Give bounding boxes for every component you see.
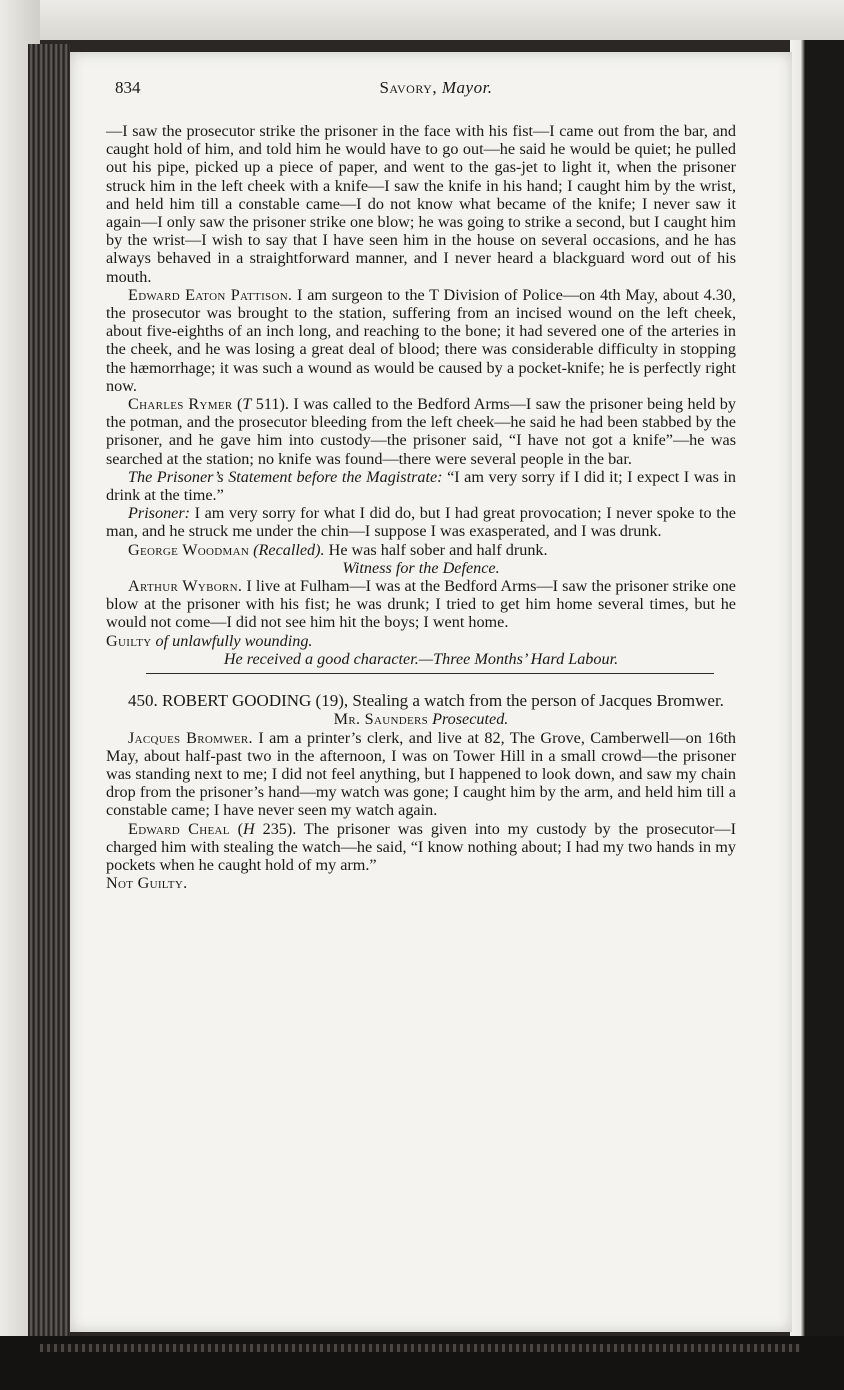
recalled-note: (Recalled). — [249, 540, 325, 559]
witness-name: Arthur Wyborn. — [128, 577, 243, 596]
page-number: 834 — [115, 78, 141, 97]
witness-name: Edward Cheal — [128, 819, 230, 838]
defendant-name: ROBERT GOODING (19), — [157, 691, 349, 711]
badge-number: 511). — [251, 395, 289, 414]
page-header — [115, 78, 757, 102]
witness-text: The prisoner was given into my custody by the prosecutor—I charged him with stealing the watch—he said, “I know nothing about; I had my two hands in my pockets when he caught hold of my arm.” — [106, 819, 736, 874]
sentence: He received a good character.—Three Months’ Hard Labour. — [223, 649, 619, 668]
book-right-edge — [790, 40, 844, 1340]
witness-wyborn — [106, 577, 736, 632]
witness-recalled — [106, 541, 736, 559]
scan-background-top — [0, 0, 844, 40]
prosecution-counsel: Mr. Saunders — [333, 710, 429, 729]
book-binding — [28, 44, 70, 1336]
witness-name: Edward Eaton Pattison. — [128, 285, 293, 304]
badge-number: 235). — [254, 819, 297, 838]
witness-rymer — [106, 395, 736, 468]
witness-text: He was half sober and half drunk. — [324, 540, 548, 559]
case-number: 450. — [128, 691, 158, 711]
witness-name: George Woodman — [128, 540, 250, 559]
witness-pattison — [106, 286, 736, 395]
prisoner-statement — [106, 504, 736, 540]
running-head — [115, 78, 757, 98]
statement-text: “I am very sorry if I did it; I expect I was in drink at the time.” — [106, 467, 737, 505]
magistrate-statement — [106, 468, 736, 504]
witness-cheal — [106, 820, 736, 875]
badge-open: ( — [229, 819, 244, 838]
verdict-word: Guilty — [106, 631, 152, 650]
witness-name: Charles Rymer — [128, 395, 233, 414]
scan-background-bottom — [0, 1336, 844, 1390]
statement-text: I am very sorry for what I did do, but I had great provocation; I never spoke to the man, and he struck me under the chin—I suppose I was exasperated, and I was drunk. — [106, 504, 736, 541]
prosecution-role: Prosecuted. — [428, 710, 509, 729]
witness-text: I live at Fulham—I was at the Bedford Arms—I saw the prisoner strike one blow at the prisoner with his fist; he was drunk; I tried to get him home several times, but he would not come—I did not see him hit the boys; I went home. — [106, 577, 736, 632]
witness-bromwer — [106, 729, 736, 820]
defence-heading: Witness for the Defence. — [342, 558, 500, 577]
verdict-detail: of unlawfully wounding. — [151, 631, 313, 650]
police-division: T — [242, 395, 252, 414]
case-heading — [106, 692, 736, 710]
book-page — [70, 52, 792, 1332]
badge-open: ( — [232, 395, 243, 414]
police-division: H — [243, 819, 255, 838]
page-body — [106, 122, 736, 892]
charge: Stealing a watch from the person of Jacques Bromwer. — [348, 691, 724, 711]
testimony-paragraph: —I saw the prosecutor strike the prisoner in the face with his fist—I came out from the bar, and caught hold of him, and told him he would have to go out—he said he would be quiet; he pulled out his pipe, picked up a piece of paper, and went to the gas-jet to light it, when the prisoner struck him in the left cheek with a knife—I saw the knife in his hand; I caught him by the wrist, and held him till a constable came—I do not know what became of the knife; I never saw it again—I only saw the prisoner strike one blow; he was going to strike a second, but I caught him by the wrist—I wish to say that I have seen him in the house on several occasions, and he has always behaved in a straightforward manner, and I never heard a blackguard word out of his mouth. — [106, 122, 736, 286]
running-head-title: Mayor. — [441, 78, 493, 97]
prosecution-line — [106, 710, 736, 728]
verdict-not-guilty: Not Guilty. — [106, 874, 188, 893]
witness-text: I was called to the Bedford Arms—I saw the prisoner being held by the potman, and the prosecutor bleeding from the left cheek—he said he had been stabbed by the prisoner, and he gave him into custody—the prisoner said, “I have not got a knife”—he was searched at the station; no knife was found—there were several people in the bar. — [106, 395, 736, 468]
running-head-name: Savory, — [379, 78, 438, 97]
statement-label: The Prisoner’s Statement before the Magistrate: — [128, 467, 443, 486]
witness-text: I am surgeon to the T Division of Police—on 4th May, about 4.30, the prosecutor was brought to the station, suffering from an incised wound on the left cheek, about five-eighths of an inch long, and reaching to the bone; it had severed one of the arteries in the cheek, and he was losing a great deal of blood; there was considerable difficulty in stopping the hæmorrhage; it was such a wound as would be caused by a pocket-knife; he is perfectly right now. — [106, 285, 736, 395]
case-divider — [146, 673, 714, 674]
statement-label: Prisoner: — [128, 504, 191, 523]
verdict-guilty — [106, 632, 736, 650]
witness-text: I am a printer’s clerk, and live at 82, The Grove, Camberwell—on 16th May, about half-past two in the afternoon, I was on Tower Hill in a small crowd—the prisoner was standing next to me; I did not feel anything, but I happened to look down, and saw my chain drop from the prisoner’s hand—my watch was gone; I caught him by the arm, and held him till a constable came; I have never seen my watch again. — [106, 728, 737, 820]
witness-name: Jacques Bromwer. — [128, 728, 253, 747]
